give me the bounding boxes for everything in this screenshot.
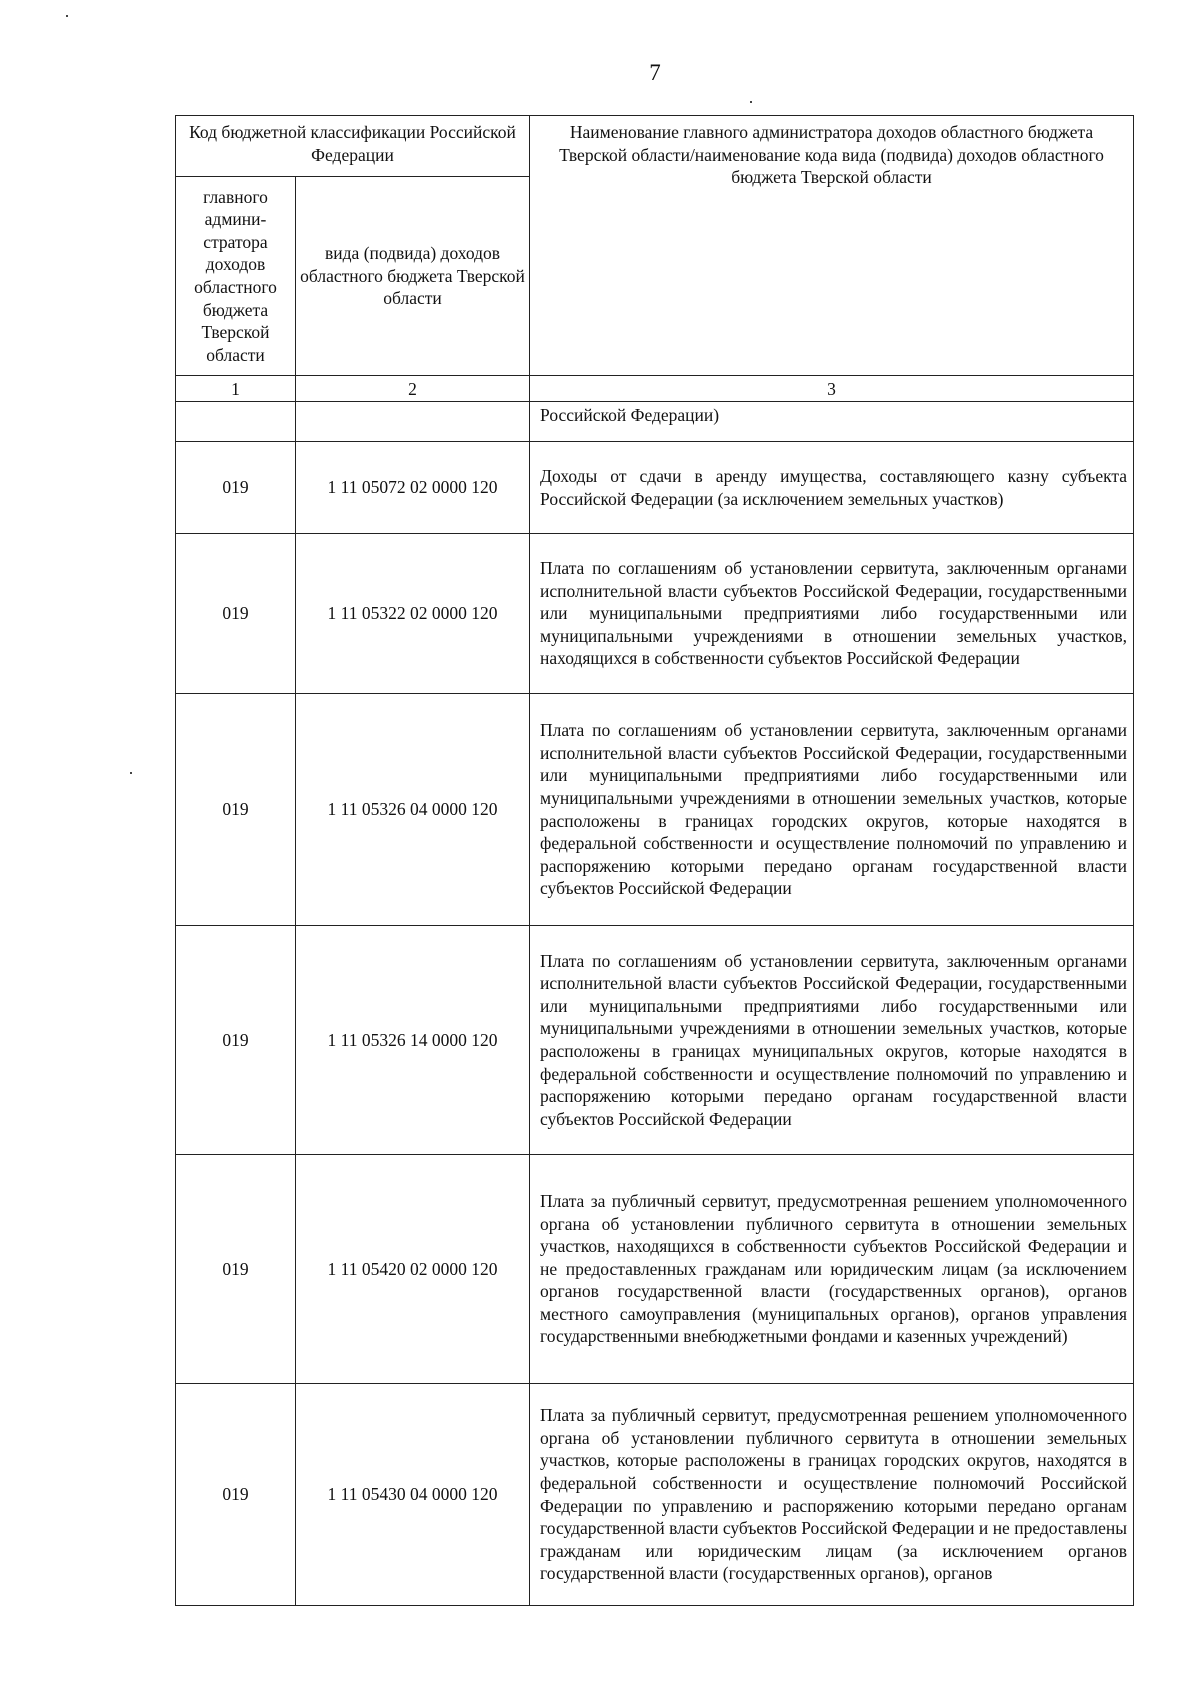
revenue-code: 1 11 05430 04 0000 120: [296, 1384, 530, 1606]
table-row: [176, 926, 1134, 1155]
admin-code: 019: [176, 534, 296, 694]
column-number: 3: [530, 376, 1134, 402]
scan-speck: [66, 15, 68, 17]
table-row: [176, 442, 1134, 534]
revenue-name: Плата по соглашениям об установлении сервитута, заключенным органами исполнительной власти субъектов Российской Федерации, государственными или муниципальными предприятиями либо государственными или муниципальными учреждениями в отношении земельных участков, которые расположены в границах городских округов, которые находятся в федеральной собственности и осуществление полномочий по управлению и распоряжению которыми передано органам государственной власти субъектов Российской Федерации: [530, 694, 1134, 926]
empty-cell: [176, 402, 296, 442]
continuation-text: Российской Федерации): [530, 402, 1134, 442]
column-number: 1: [176, 376, 296, 402]
header-code-group: Код бюджетной классификации Российской Федерации: [176, 116, 530, 177]
table-row: [176, 1155, 1134, 1384]
revenue-name: Доходы от сдачи в аренду имущества, составляющего казну субъекта Российской Федерации (за исключением земельных участков): [530, 442, 1134, 534]
revenue-name: Плата за публичный сервитут, предусмотренная решением уполномоченного органа об установлении публичного сервитута в отношении земельных участков, находящихся в собственности субъектов Российской Федерации и не предоставленных гражданам или юридическим лицам (за исключением органов государственной власти (государственных органов), органов местного самоуправления (муниципальных органов), органов управления государственными внебюджетными фондами и казенных учреждений): [530, 1155, 1134, 1384]
scan-speck: [750, 101, 752, 103]
revenue-code: 1 11 05326 14 0000 120: [296, 926, 530, 1155]
header-name-column: Наименование главного администратора доходов областного бюджета Тверской области/наименование кода вида (подвида) доходов областного бюджета Тверской области: [530, 116, 1134, 376]
revenue-code: 1 11 05072 02 0000 120: [296, 442, 530, 534]
header-code-column: вида (подвида) доходов областного бюджета Тверской области: [296, 177, 530, 376]
continuation-row: [176, 402, 1134, 442]
header-row-top: [176, 116, 1134, 177]
column-number-row: [176, 376, 1134, 402]
admin-code: 019: [176, 926, 296, 1155]
page-number: 7: [649, 60, 661, 85]
revenue-name: Плата за публичный сервитут, предусмотренная решением уполномоченного органа об установлении публичного сервитута в отношении земельных участков, которые расположены в границах городских округов, находятся в федеральной собственности и осуществление полномочий Российской Федерации по управлению и распоряжению которыми передано органам государственной власти субъектов Российской Федерации и не предоставлены гражданам или юридическим лицам (за исключением органов государственной власти (государственных органов), органов: [530, 1384, 1134, 1606]
admin-code: 019: [176, 694, 296, 926]
admin-code: 019: [176, 1155, 296, 1384]
table-row: [176, 1384, 1134, 1606]
table-row: [176, 694, 1134, 926]
revenue-code: 1 11 05322 02 0000 120: [296, 534, 530, 694]
revenue-code: 1 11 05420 02 0000 120: [296, 1155, 530, 1384]
header-admin-column: главного админи-стратора доходов областного бюджета Тверской области: [176, 177, 296, 376]
revenue-name: Плата по соглашениям об установлении сервитута, заключенным органами исполнительной власти субъектов Российской Федерации, государственными или муниципальными предприятиями либо государственными или муниципальными учреждениями в отношении земельных участков, которые расположены в границах муниципальных округов, которые находятся в федеральной собственности и осуществление полномочий по управлению и распоряжению которыми передано органам государственной власти субъектов Российской Федерации: [530, 926, 1134, 1155]
column-number: 2: [296, 376, 530, 402]
budget-classification-table: [175, 115, 1134, 1606]
revenue-name: Плата по соглашениям об установлении сервитута, заключенным органами исполнительной власти субъектов Российской Федерации, государственными или муниципальными предприятиями либо государственными или муниципальными учреждениями в отношении земельных участков, находящихся в собственности субъектов Российской Федерации: [530, 534, 1134, 694]
admin-code: 019: [176, 1384, 296, 1606]
table-row: [176, 534, 1134, 694]
admin-code: 019: [176, 442, 296, 534]
scan-speck: [130, 772, 132, 774]
empty-cell: [296, 402, 530, 442]
revenue-code: 1 11 05326 04 0000 120: [296, 694, 530, 926]
